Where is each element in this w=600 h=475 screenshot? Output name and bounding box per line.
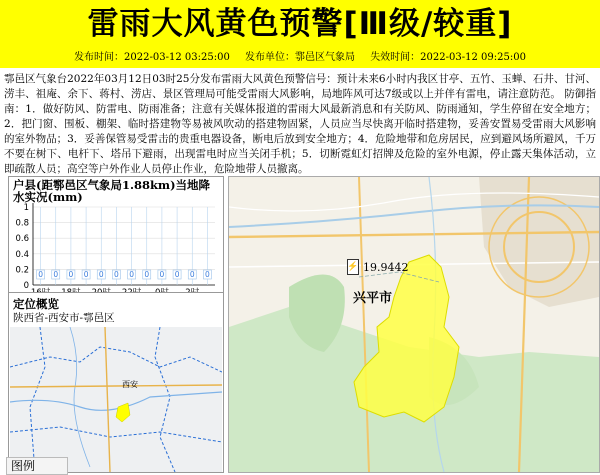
y-tick-label: 0 — [23, 281, 29, 291]
value-label: 0 — [38, 270, 43, 279]
publish-time: 发布时间：2022-03-12 03:25:00 — [74, 52, 230, 63]
city-label-xingping: 兴平市 — [353, 291, 393, 306]
y-tick-label: 1 — [23, 203, 29, 213]
value-label: 0 — [83, 270, 89, 279]
overview-region: 陕西省-西安市-鄠邑区 — [13, 312, 115, 324]
rainfall-panel — [8, 176, 224, 298]
overview-title: 定位概览 — [13, 297, 59, 311]
y-tick-label: 0.8 — [15, 218, 29, 229]
value-label: 0 — [98, 270, 104, 279]
station-marker[interactable] — [347, 259, 409, 275]
location-overview — [8, 292, 224, 473]
rainfall-chart — [9, 177, 223, 297]
warning-text: 鄠邑区气象台2022年03月12日03时25分发布雷雨大风黄色预警信号：预计未来6小时内我区甘亭、五竹、玉蝉、石井、甘河、涝丰、祖庵、余下、蒋村、涝店、景区管理局可能受雷雨大风影响，局地阵风可达7级或以上并伴有雷电，请注意防范。 防御指南：1．做好防风、防雷电、防雨准备；注意有关媒体报道的雷雨大风最新消息和有关防风、防雨通知，学生停留在安全地方；2．把门窗、围板、棚架、临时搭建物等易被风吹动的搭建物固紧，人员应当尽快离开临时搭建物，妥善安置易受雷雨大风影响的室外物品；3．妥善保管易受雷击的贵重电器设备，断电后放到安全地方；4．危险地带和危房居民，应到避风场所避风，千万不要在树下、电杆下、塔吊下避雨，出现雷电时应当关闭手机；5．切断霓虹灯招牌及危险的室外电源，停止露天集体活动，立即疏散人员；高空等户外作业人员停止作业，危险地带人员撤离。 — [4, 73, 596, 175]
station-value: 19.9442 — [363, 260, 409, 274]
value-label: 0 — [174, 270, 180, 279]
value-label: 0 — [114, 270, 119, 279]
legend-tab[interactable]: 图例 — [6, 457, 68, 475]
y-tick-label: 0.4 — [15, 249, 29, 260]
value-label: 0 — [159, 270, 165, 279]
value-label: 0 — [53, 270, 59, 279]
overview-city-label: 西安 — [122, 380, 138, 389]
overview-map[interactable] — [10, 327, 222, 472]
main-map[interactable] — [228, 176, 600, 473]
value-label: 0 — [68, 270, 74, 279]
rainfall-title: 户县(距鄠邑区气象局1.88km)当地降水实况(mm) — [13, 178, 211, 204]
y-tick-label: 0.6 — [15, 234, 29, 245]
publisher: 发布单位：鄠邑区气象局 — [245, 52, 355, 63]
value-label: 0 — [129, 270, 134, 279]
value-label: 0 — [205, 270, 210, 279]
warning-meta — [0, 51, 600, 65]
value-label: 0 — [144, 270, 150, 279]
y-tick-label: 0.2 — [15, 265, 29, 276]
expire-time: 失效时间：2022-03-12 09:25:00 — [370, 52, 526, 63]
station-icon: ⚡ — [347, 259, 359, 275]
value-label: 0 — [189, 270, 195, 279]
warning-title: 雷雨大风黄色预警[Ⅲ级/较重] — [87, 6, 513, 42]
warning-header — [0, 0, 600, 68]
main-map-canvas[interactable] — [229, 177, 599, 472]
